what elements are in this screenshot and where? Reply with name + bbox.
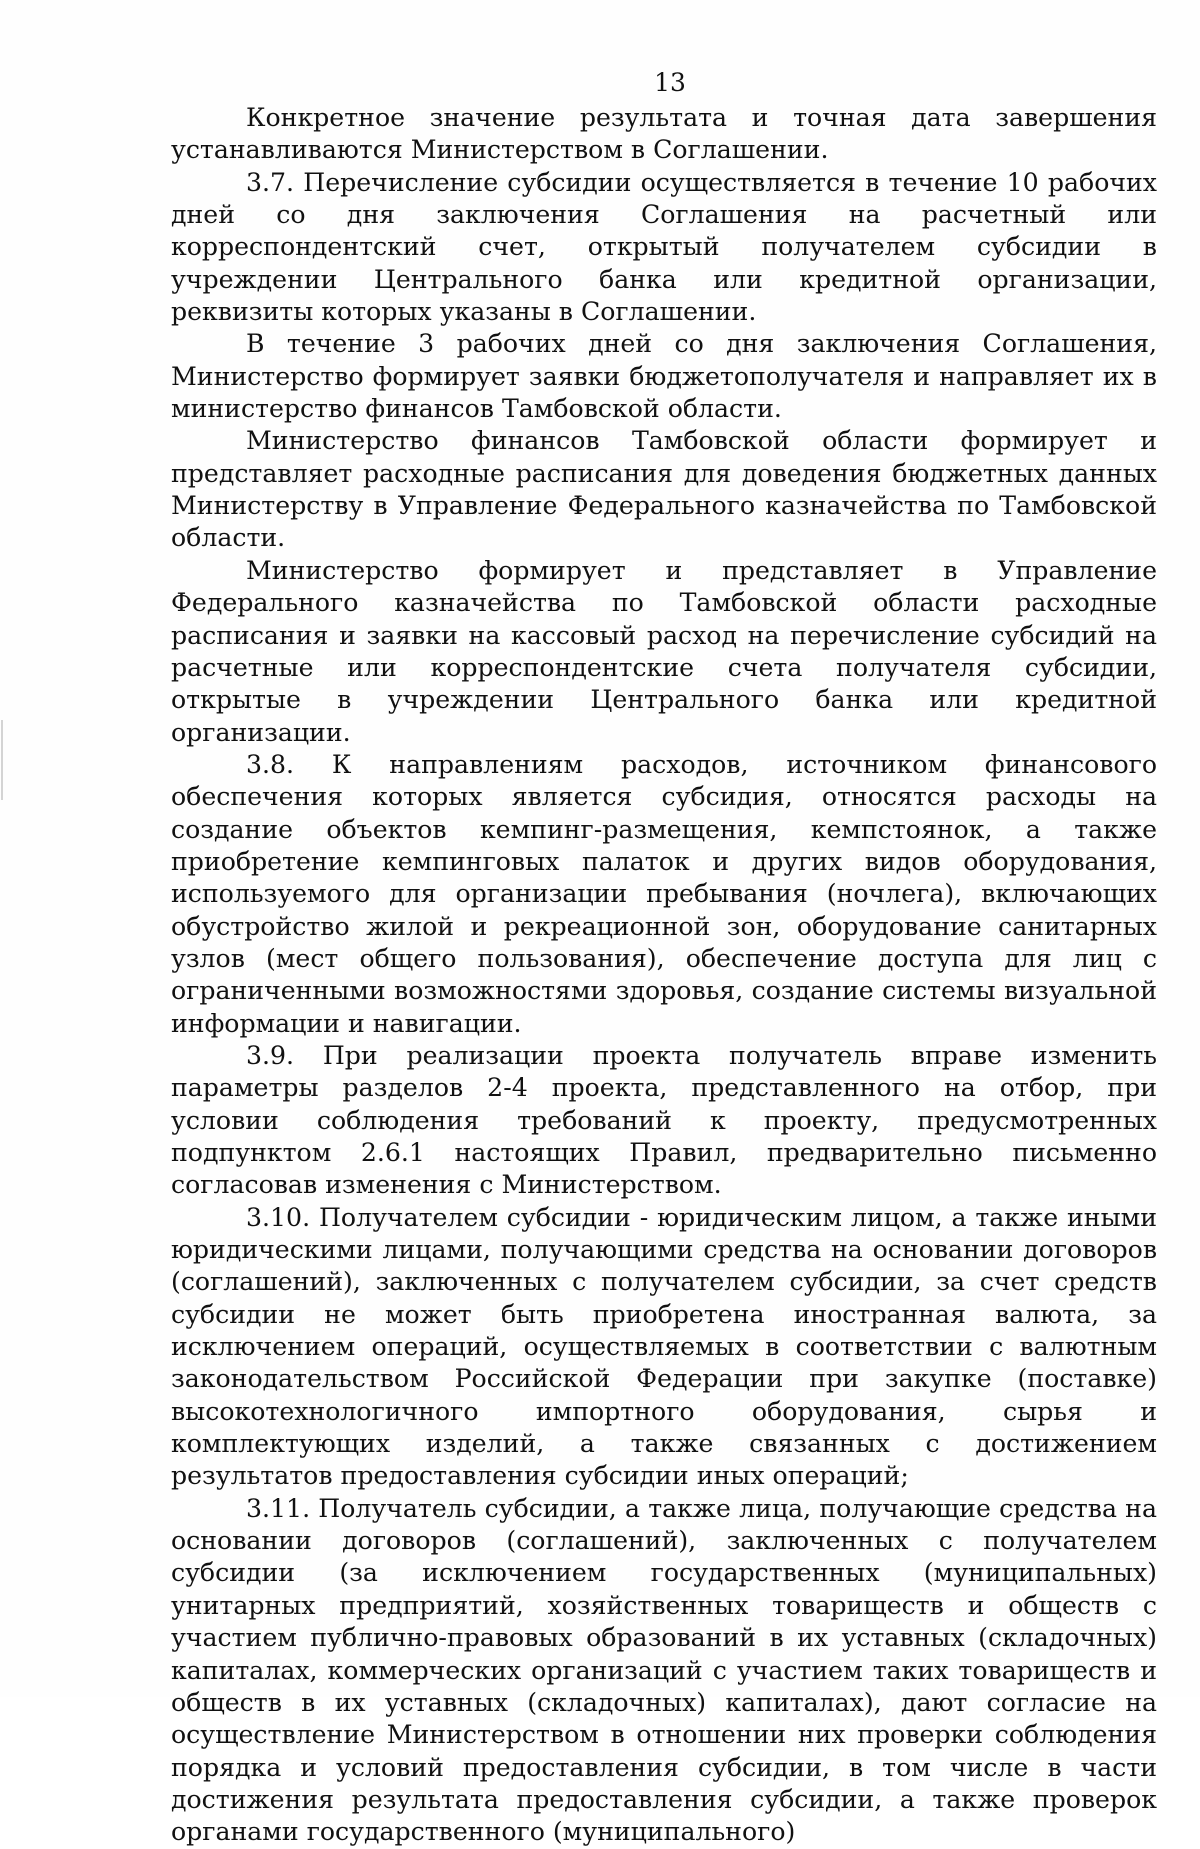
paragraph-3-10: 3.10. Получателем субсидии - юридическим лицом, а также иными юридическими лицами, получающими средства на основании договоров (соглашений), заключенных с получателем субсидии, за счет средств субсидии не может быть приобретена иностранная валюта, за исключением операций, осуществляемых в соответствии с валютным законодательством Российской Федерации при закупке (поставке) высокотехнологичного импортного оборудования, сырья и комплектующих изделий, а также связанных с достижением результатов предоставления субсидии иных операций;	[171, 1202, 1157, 1491]
paragraph-3-days: В течение 3 рабочих дней со дня заключения Соглашения, Министерство формирует заявки бюджетополучателя и направляет их в министерство финансов Тамбовской области.	[171, 329, 1157, 424]
paragraph-ministry-treasury: Министерство формирует и представляет в Управление Федерального казначейства по Тамбовской области расходные расписания и заявки на кассовый расход на перечисление субсидий на расчетные или корреспондентские счета получателя субсидии, открытые в учреждении Центрального банка или кредитной организации.	[171, 555, 1157, 747]
document-body	[171, 102, 1157, 1849]
paragraph-finance-ministry: Министерство финансов Тамбовской области формирует и представляет расходные расписания для доведения бюджетных данных Министерству в Управление Федерального казначейства по Тамбовской области.	[171, 426, 1157, 553]
paragraph-3-9: 3.9. При реализации проекта получатель вправе изменить параметры разделов 2-4 проекта, представленного на отбор, при условии соблюдения требований к проекту, предусмотренных подпунктом 2.6.1 настоящих Правил, предварительно письменно согласовав изменения с Министерством.	[171, 1040, 1157, 1200]
paragraph-3-7: 3.7. Перечисление субсидии осуществляется в течение 10 рабочих дней со дня заключения Соглашения на расчетный или корреспондентский счет, открытый получателем субсидии в учреждении Центрального банка или кредитной организации, реквизиты которых указаны в Соглашении.	[171, 167, 1157, 327]
paragraph-3-8: 3.8. К направлениям расходов, источником финансового обеспечения которых является субсидия, относятся расходы на создание объектов кемпинг-размещения, кемпстоянок, а также приобретение кемпинговых палаток и других видов оборудования, используемого для организации пребывания (ночлега), включающих обустройство жилой и рекреационной зон, оборудование санитарных узлов (мест общего пользования), обеспечение доступа для лиц с ограниченными возможностями здоровья, создание системы визуальной информации и навигации.	[171, 749, 1157, 1038]
paragraph-3-11: 3.11. Получатель субсидии, а также лица, получающие средства на основании договоров (соглашений), заключенных с получателем субсидии (за исключением государственных (муниципальных) унитарных предприятий, хозяйственных товариществ и обществ с участием публично-правовых образований в их уставных (складочных) капиталах, коммерческих организаций с участием таких товариществ и обществ в их уставных (складочных) капиталах), дают согласие на осуществление Министерством в отношении них проверки соблюдения порядка и условий предоставления субсидии, в том числе в части достижения результата предоставления субсидии, а также проверок органами государственного (муниципального)	[171, 1493, 1157, 1847]
paragraph-result-date: Конкретное значение результата и точная дата завершения устанавливаются Министерством в Соглашении.	[171, 103, 1157, 165]
page-number: 13	[654, 68, 686, 97]
scan-artifact-line	[1, 720, 3, 800]
